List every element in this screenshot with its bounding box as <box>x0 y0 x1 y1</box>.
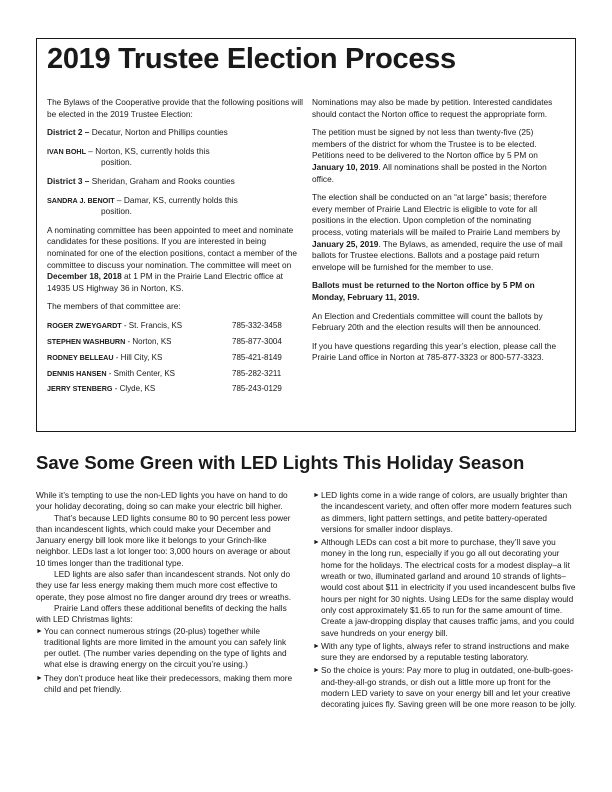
district-3-incumbent <box>47 195 305 218</box>
member-location: - Clyde, KS <box>112 384 156 394</box>
petition-paragraph: Nominations may also be made by petition. Interested candidates should contact the Norton office to request the appropriate form. <box>312 97 553 119</box>
district-3-label: District 3 – <box>47 175 90 186</box>
led-bullet <box>36 673 298 696</box>
led-bullet-text: You can connect numerous strings (20-plus) together while traditional lights are more limited in the amount you can safely link per outlet. (The number varies depending on the type of lights and what else is drawing energy on the circuit you’re using.) <box>44 625 287 670</box>
bullet-arrow-icon: ► <box>36 627 43 635</box>
bullet-arrow-icon: ► <box>313 539 320 547</box>
led-bullet-text: So the choice is yours: Pay more to plug in outdated, one-bulb-goes-and-they-all-go strands, or dish out a little more up front for the modern LED variety to save on your energy bill and let your creative decorating juices fly. Saving green will be one more reason to be jolly. <box>321 665 577 710</box>
petition-req-text: The petition must be signed by not less than twenty-five (25) members of the district for whom the Trustee is to be elected. Petitions need to be delivered to the Norton office by 5 PM on <box>312 127 538 161</box>
bullet-arrow-icon: ► <box>313 642 320 650</box>
led-paragraph: That’s because LED lights consume 80 to 90 percent less power than incandescent lights, which could make your December and January energy bill look more like it belongs to your Grinch-like neighbor. LEDs last a lot longer too: 3,000 hours on average or about 10 times longer than the traditional type. <box>36 512 291 568</box>
led-bullet <box>36 626 298 671</box>
committee-paragraph <box>47 225 305 295</box>
bullet-arrow-icon: ► <box>36 674 43 682</box>
led-article-title: Save Some Green with LED Lights This Holiday Season <box>36 452 525 473</box>
member-phone: 785-421-8149 <box>232 352 282 362</box>
election-right-column <box>312 97 564 371</box>
at-large-text: The election shall be conducted on an “at large” basis; therefore every member of Prairie Land Electric is eligible to vote for all positions in the election. Upon completion of the nominating process, voting materials will be mailed to Prairie Land members by <box>312 192 561 237</box>
led-bullet-text: They don’t produce heat like their predecessors, making them more child and pet friendly. <box>44 672 293 695</box>
election-left-column <box>47 97 305 399</box>
committee-text: A nominating committee has been appointed to meet and nominate candidates for these positions. If you are interested in being nominated for one of the election positions, contact a member of the committee to discuss your nomination. The committee will meet on <box>47 224 297 270</box>
led-bullet-text: Although LEDs can cost a bit more to purchase, they’ll save you money in the long run, especially if you go all out decorating your home for the holidays. The electrical costs for a modest display–a lit wreath or two, illuminated garland and around 10 strands of lights–would cost about $11 in electricity if you used incandescent bulbs five hours per night for 30 nights. Using LEDs for the same display would only cost approximately $1.65 to run for the same amount of time. Create a jaw-dropping display that causes traffic jams, and you could save hundreds on your energy bill. <box>321 537 576 638</box>
petition-requirements <box>312 127 564 185</box>
members-intro: The members of that committee are: <box>47 301 181 312</box>
district-2-incumbent-detail: – Norton, KS, currently holds this <box>86 145 210 156</box>
district-3-incumbent-detail: – Damar, KS, currently holds this <box>114 194 238 205</box>
member-phone: 785-243-0129 <box>232 384 282 394</box>
bullet-arrow-icon: ► <box>313 667 320 675</box>
committee-member <box>47 320 305 332</box>
member-location: - Hill City, KS <box>113 352 163 362</box>
led-paragraph: Prairie Land offers these additional benefits of decking the halls with LED Christmas lights: <box>36 602 287 625</box>
at-large-paragraph <box>312 192 564 273</box>
district-2-incumbent-detail-2: position. <box>101 157 132 168</box>
petition-req-text-2: . All nominations shall be posted in the Norton office. <box>312 161 547 184</box>
led-right-column <box>313 490 578 713</box>
election-section <box>36 38 576 432</box>
led-bullet-text: LED lights come in a wide range of colors, are usually brighter than the incandescent variety, and often offer more modern features such as dimmers, light pattern settings, and petite battery-operated versions for smaller indoor displays. <box>321 490 572 534</box>
committee-location: at 1 PM in the Prairie Land Electric office at 14935 US Highway 36 in Norton, KS. <box>47 271 283 293</box>
district-2-line <box>47 127 305 139</box>
member-location: - St. Francis, KS <box>121 320 183 330</box>
at-large-text-2: . The Bylaws, as amended, require the use of mail ballots for Trustee elections. Ballots and a postage paid return envelope will be furnished for the member to use. <box>312 238 563 272</box>
ballots-deadline: Ballots must be returned to the Norton office by 5 PM on Monday, February 11, 2019. <box>312 280 535 302</box>
led-bullet <box>313 641 578 664</box>
election-intro: The Bylaws of the Cooperative provide that the following positions will be elected in the 2019 Trustee Election: <box>47 97 303 119</box>
mailing-date: January 25, 2019 <box>312 238 379 249</box>
member-name: DENNIS HANSEN <box>47 368 107 378</box>
member-location: - Smith Center, KS <box>106 368 175 378</box>
questions-paragraph: If you have questions regarding this year’s election, please call the Prairie Land office in Norton at 785-877-3323 or 800-577-3323. <box>312 340 557 363</box>
led-paragraph: LED lights are also safer than incandescent strands. Not only do they use far less energy making them much more cost effective to operate, they pose almost no fire danger around dry trees or wreaths. <box>36 569 292 602</box>
member-name: JERRY STENBERG <box>47 384 113 394</box>
district-2-counties: Decatur, Norton and Phillips counties <box>91 127 228 138</box>
led-bullet <box>313 665 578 710</box>
results-paragraph: An Election and Credentials committee will count the ballots by February 20th and the election results will then be announced. <box>312 310 543 333</box>
member-phone: 785-332-3458 <box>232 320 282 330</box>
member-name: STEPHEN WASHBURN <box>47 336 126 346</box>
led-bullet <box>313 490 578 535</box>
district-3-incumbent-name: SANDRA J. BENOIT <box>47 195 115 205</box>
member-phone: 785-877-3004 <box>232 336 282 346</box>
member-name: ROGER ZWEYGARDT <box>47 320 122 330</box>
committee-member <box>47 336 305 348</box>
member-location: - Norton, KS <box>125 336 172 346</box>
district-2-incumbent-name: IVAN BOHL <box>47 146 86 156</box>
election-title: 2019 Trustee Election Process <box>47 43 456 75</box>
committee-members-list <box>47 320 305 395</box>
committee-member <box>47 383 305 395</box>
district-3-incumbent-detail-2: position. <box>101 206 132 217</box>
member-phone: 785-282-3211 <box>232 368 282 378</box>
member-name: RODNEY BELLEAU <box>47 352 114 362</box>
led-bullet-text: With any type of lights, always refer to strand instructions and make sure they are endorsed by a reputable testing laboratory. <box>321 640 570 663</box>
district-3-counties: Sheridan, Graham and Rooks counties <box>91 175 235 186</box>
committee-member <box>47 368 305 380</box>
led-bullet <box>313 537 578 639</box>
district-2-incumbent <box>47 146 305 169</box>
led-paragraph: While it’s tempting to use the non-LED lights you have on hand to do your holiday decorating, doing so can make your electric bill higher. <box>36 490 288 512</box>
committee-member <box>47 352 305 364</box>
district-2-label: District 2 – <box>47 127 90 138</box>
bullet-arrow-icon: ► <box>313 492 320 499</box>
led-left-column <box>36 490 298 697</box>
district-3-line <box>47 176 305 188</box>
committee-date: December 18, 2018 <box>47 271 122 282</box>
petition-date: January 10, 2019 <box>312 161 379 172</box>
